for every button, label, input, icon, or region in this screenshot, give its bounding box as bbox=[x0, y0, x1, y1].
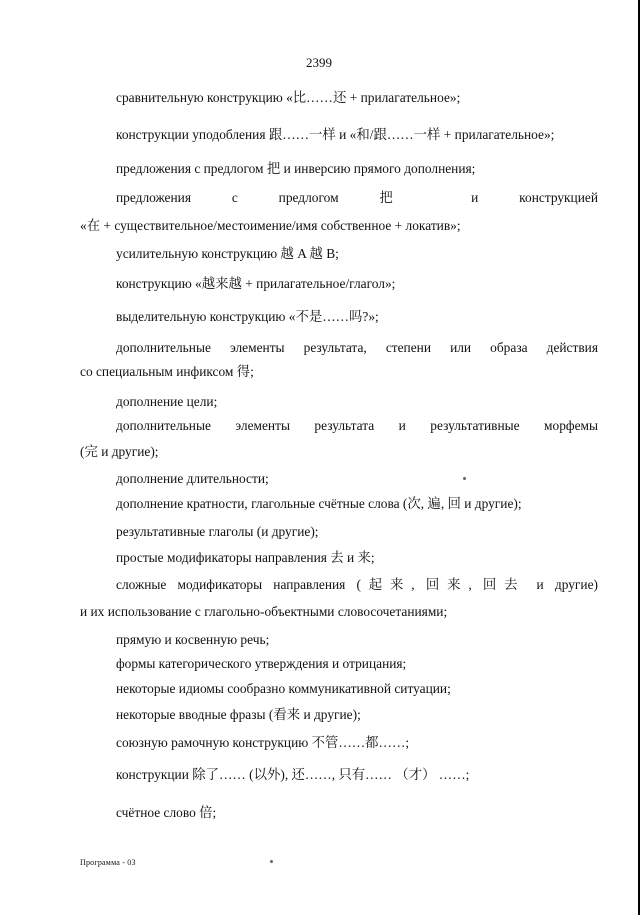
list-item-continuation: и их использование с глагольно-объектными словосочетаниями; bbox=[80, 604, 448, 619]
list-item: некоторые идиомы сообразно коммуникативной ситуации; bbox=[116, 681, 451, 696]
list-item: предложения с предлогом 把 и конструкцией bbox=[116, 190, 598, 205]
list-item: союзную рамочную конструкцию 不管……都……; bbox=[116, 735, 410, 750]
list-item-continuation: со специальным инфиксом 得; bbox=[80, 364, 254, 379]
scan-speck bbox=[270, 860, 273, 863]
footer-label: Программа - 03 bbox=[80, 858, 136, 867]
list-item: сложные модификаторы направления (起来, 回来, 回去 и другие) bbox=[116, 577, 598, 592]
list-item: дополнение длительности; bbox=[116, 471, 269, 486]
list-item: усилительную конструкцию 越 A 越 B; bbox=[116, 246, 339, 261]
scan-speck bbox=[463, 477, 466, 480]
list-item: конструкции 除了…… (以外), 还……, 只有…… （才） ……; bbox=[116, 767, 470, 782]
list-item: конструкцию «越来越 + прилагательное/глагол»; bbox=[116, 276, 396, 291]
list-item-continuation: «在 + существительное/местоимение/имя собственное + локатив»; bbox=[80, 218, 461, 233]
list-item: прямую и косвенную речь; bbox=[116, 632, 270, 647]
list-item: предложения с предлогом 把 и инверсию прямого дополнения; bbox=[116, 161, 476, 176]
list-item: сравнительную конструкцию «比……还 + прилагательное»; bbox=[116, 90, 461, 105]
list-item-continuation: (完 и другие); bbox=[80, 444, 159, 459]
list-item: выделительную конструкцию «不是……吗?»; bbox=[116, 309, 379, 324]
list-item: счётное слово 倍; bbox=[116, 805, 217, 820]
list-item: простые модификаторы направления 去 и 来; bbox=[116, 550, 375, 565]
list-item: дополнительные элементы результата и результативные морфемы bbox=[116, 418, 598, 433]
list-item: конструкции уподобления 跟……一样 и «和/跟……一样 + прилагательное»; bbox=[116, 127, 555, 142]
list-item: формы категорического утверждения и отрицания; bbox=[116, 656, 407, 671]
page-number: 2399 bbox=[306, 55, 332, 70]
list-item: дополнение цели; bbox=[116, 394, 218, 409]
list-item: дополнительные элементы результата, степени или образа действия bbox=[116, 340, 598, 355]
list-item: дополнение кратности, глагольные счётные слова (次, 遍, 回 и другие); bbox=[116, 496, 522, 511]
list-item: результативные глаголы (и другие); bbox=[116, 524, 319, 539]
list-item: некоторые вводные фразы (看来 и другие); bbox=[116, 707, 361, 722]
